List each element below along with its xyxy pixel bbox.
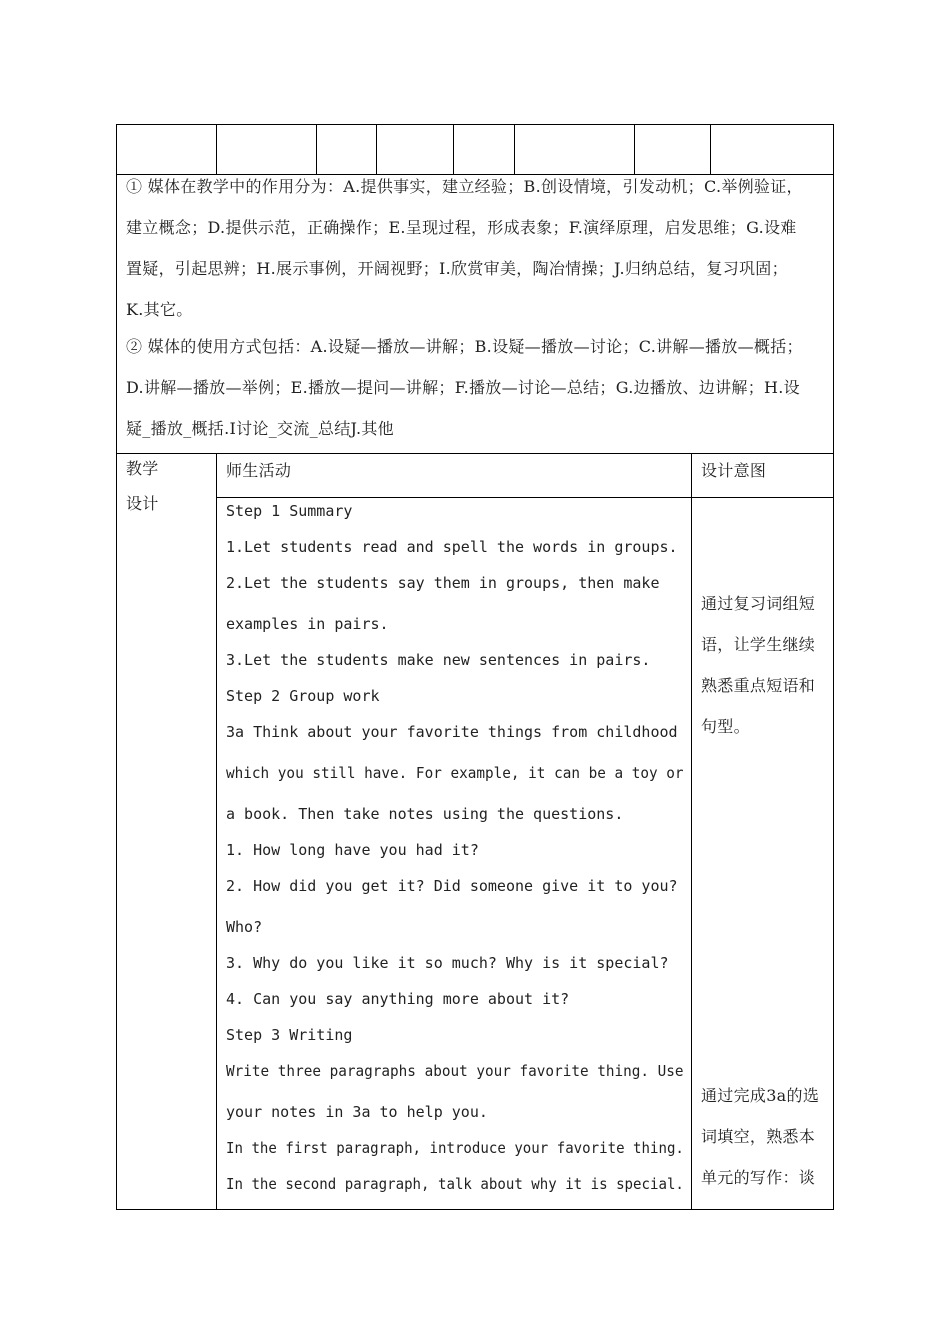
top-row-divider	[216, 124, 217, 174]
activity-line: Step 1 Summary	[226, 502, 353, 520]
activity-line: a book. Then take notes using the questions.	[226, 805, 624, 823]
media-note-line: D.讲解—播放—举例；E.播放—提问—讲解；F.播放—讨论—总结；G.边播放、边讲解；H.设	[126, 378, 800, 397]
table-border-left	[116, 124, 117, 1210]
top-row-divider	[316, 124, 317, 174]
top-row-divider	[514, 124, 515, 174]
intent-line: 句型。	[701, 717, 750, 736]
row-separator	[116, 174, 834, 175]
activity-line: In the first paragraph, introduce your favorite thing.	[226, 1139, 684, 1157]
media-note-line: 置疑，引起思辨；H.展示事例，开阔视野；I.欣赏审美，陶冶情操；J.归纳总结，复习巩固；	[126, 259, 788, 278]
activity-line: Step 2 Group work	[226, 687, 380, 705]
intent-line: 熟悉重点短语和	[701, 676, 816, 695]
activity-line: 2.Let the students say them in groups, then make	[226, 574, 660, 592]
intent-line: 单元的写作：谈	[701, 1168, 816, 1187]
table-border-bottom	[116, 1209, 834, 1210]
media-note-line: 疑_播放_概括.I讨论_交流_总结J.其他	[126, 419, 394, 438]
activity-line: Step 3 Writing	[226, 1026, 353, 1044]
top-row-divider	[453, 124, 454, 174]
top-row-divider	[634, 124, 635, 174]
table-border-top	[116, 124, 834, 125]
activity-line: Write three paragraphs about your favorite thing. Use	[226, 1062, 684, 1080]
activity-line: 3a Think about your favorite things from childhood	[226, 723, 678, 741]
intent-line: 语，让学生继续	[701, 635, 816, 654]
design-label: 设计	[126, 494, 159, 513]
table-border-right	[833, 124, 834, 1210]
activity-line: 3. Why do you like it so much? Why is it special?	[226, 954, 669, 972]
activity-line: 1. How long have you had it?	[226, 841, 479, 859]
media-note-line: 建立概念；D.提供示范，正确操作；E.呈现过程，形成表象；F.演绎原理，启发思维；G.设难	[126, 218, 797, 237]
column-header-intent: 设计意图	[701, 461, 767, 480]
design-label-divider	[216, 453, 217, 1210]
activity-line: which you still have. For example, it can be a toy or	[226, 764, 684, 782]
activity-line: Who?	[226, 918, 263, 936]
activity-line: In the second paragraph, talk about why it is special.	[226, 1175, 684, 1193]
header-row-bottom	[216, 497, 834, 498]
activity-line: 2. How did you get it? Did someone give it to you?	[226, 877, 678, 895]
activity-line: 3.Let the students make new sentences in pairs.	[226, 651, 651, 669]
activity-line: examples in pairs.	[226, 615, 389, 633]
activity-line: 1.Let students read and spell the words in groups.	[226, 538, 678, 556]
intent-line: 词填空，熟悉本	[701, 1127, 816, 1146]
media-note-line: K.其它。	[126, 300, 193, 319]
activity-line: your notes in 3a to help you.	[226, 1103, 488, 1121]
row-separator	[116, 453, 834, 454]
top-row-divider	[376, 124, 377, 174]
media-note-line: ① 媒体在教学中的作用分为：A.提供事实，建立经验；B.创设情境，引发动机；C.举例验证，	[126, 177, 803, 196]
intent-line: 通过复习词组短	[701, 594, 816, 613]
intent-line: 通过完成3a的选	[701, 1086, 820, 1105]
design-label: 教学	[126, 459, 159, 478]
top-row-divider	[710, 124, 711, 174]
column-header-activity: 师生活动	[226, 461, 292, 480]
activity-intent-divider	[691, 453, 692, 1210]
activity-line: 4. Can you say anything more about it?	[226, 990, 570, 1008]
media-note-line: ② 媒体的使用方式包括：A.设疑—播放—讲解；B.设疑—播放—讨论；C.讲解—播放—概括；	[126, 337, 803, 356]
